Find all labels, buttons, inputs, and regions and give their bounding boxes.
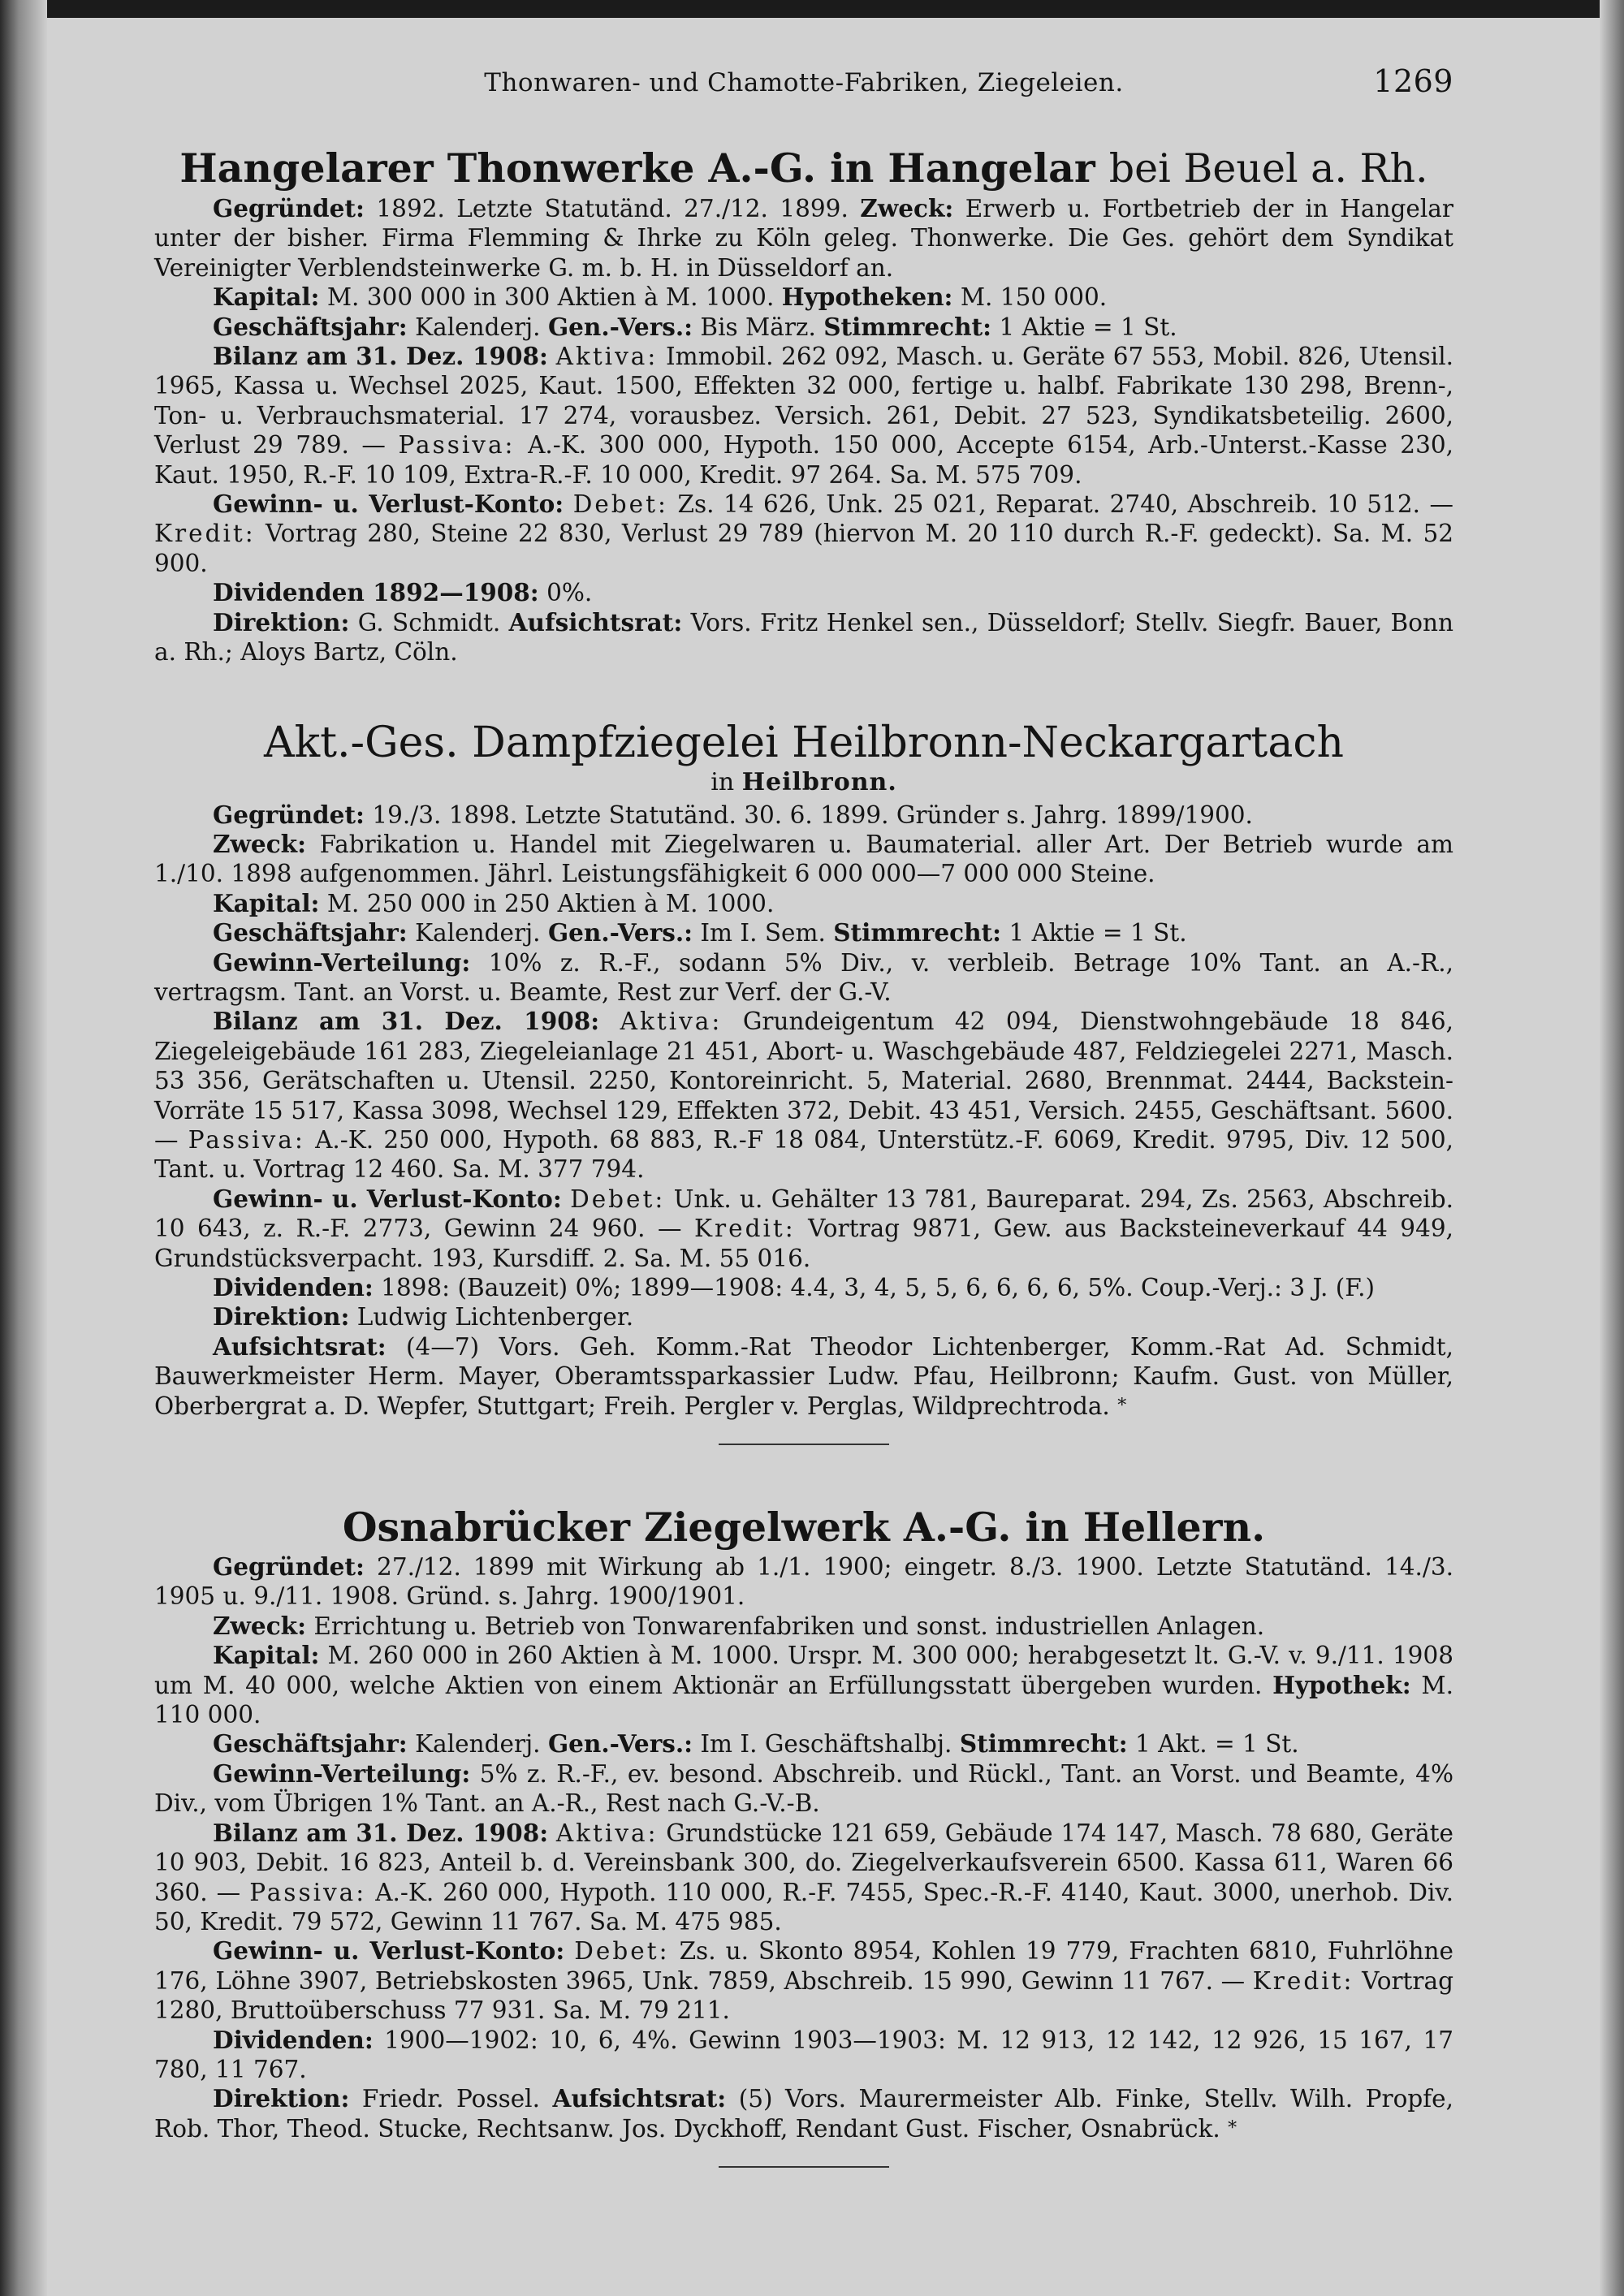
label-hypothek: Hypothek:: [1272, 1670, 1411, 1699]
label-geschaeftsjahr: Geschäftsjahr:: [213, 312, 408, 341]
label-geschaeftsjahr: Geschäftsjahr:: [213, 1729, 408, 1759]
label-passiva: Passiva:: [398, 431, 516, 460]
text-passiva: A.-K. 260 000, Hypoth. 110 000, R.-F. 7455, Spec.-R.-F. 4140, Kaut. 3000, unerhob. Div. 50, Kredit. 79 572, Gewinn 11 767. Sa. M. 475 985.: [154, 1878, 1453, 1936]
text-aktiva: Grundstücke 121 659, Gebäude 174 147, Masch. 78 680, Geräte 10 903, Debit. 16 823, Anteil b. d. Vereinsbank 300, do. Ziegelverkaufsverein 6500. Kassa 611, Waren 66 360. —: [154, 1819, 1453, 1906]
label-kredit: Kredit:: [154, 520, 256, 548]
running-head-title: Thonwaren- und Chamotte-Fabriken, Ziegeleien.: [484, 68, 1124, 97]
text-debet: Zs. 14 626, Unk. 25 021, Reparat. 2740, Abschreib. 10 512. —: [677, 490, 1453, 519]
text-gen-vers: Im I. Geschäftshalbj.: [700, 1730, 952, 1759]
text-aufsichtsrat: (4—7) Vors. Geh. Komm.-Rat Theodor Lichtenberger, Komm.-Rat Ad. Schmidt, Bauwerkmeister Herm. Mayer, Oberamtssparkassier Ludw. Pfau, Heilbronn; Kaufm. Gust. von Müller, Oberbergrat a. D. Wepfer, Stuttgart; Freih. Pergler v. Perglas, Wildprechtroda.: [154, 1332, 1453, 1420]
label-gen-vers: Gen.-Vers.:: [547, 312, 693, 341]
scan-border-top: [0, 0, 1624, 18]
label-kredit: Kredit:: [693, 1215, 796, 1243]
label-kredit: Kredit:: [1252, 1966, 1354, 1995]
text-gen-vers: Im I. Sem.: [700, 919, 826, 947]
text-hypotheken: M. 150 000.: [960, 283, 1108, 312]
label-gen-vers: Gen.-Vers.:: [547, 918, 693, 947]
paragraph-direktion: [154, 608, 1453, 667]
text-kredit: Vortrag 9871, Gew. aus Backsteineverkauf 44 949, Grundstücksverpacht. 193, Kursdiff. 2. Sa. M. 55 016.: [154, 1215, 1453, 1272]
entry-title: [154, 143, 1453, 194]
paragraph-dividenden: [154, 2026, 1453, 2085]
scan-border-right: [1600, 0, 1624, 2296]
entry-title: Osnabrücker Ziegelwerk A.-G. in Hellern.: [342, 1504, 1266, 1552]
section-divider: [719, 2166, 889, 2168]
label-aktiva: Aktiva:: [555, 1819, 659, 1847]
running-head: [154, 57, 1453, 106]
paragraph-gegruendet: [154, 801, 1453, 830]
label-zweck: Zweck:: [213, 829, 306, 858]
text-aktiva: Grundeigentum 42 094, Dienstwohngebäude 18 846, Ziegeleigebäude 161 283, Ziegeleianlage 21 451, Abort- u. Waschgebäude 487, Feldziegelei 2271, Masch. 53 356, Gerätschaften u. Utensil. 2250, Kontoreinricht. 5, Material. 2680, Brennmat. 2444, Backstein-Vorräte 15 517, Kassa 3098, Wechsel 129, Effekten 372, Debit. 43 451, Versich. 2455, Geschäftsant. 5600. —: [154, 1008, 1453, 1154]
label-direktion: Direktion:: [213, 607, 350, 637]
label-direktion: Direktion:: [213, 1302, 350, 1331]
label-gegruendet: Gegründet:: [213, 1552, 365, 1582]
label-aktiva: Aktiva:: [620, 1008, 723, 1036]
label-bilanz: Bilanz am 31. Dez. 1908:: [213, 1818, 549, 1847]
footnote-mark: *: [1117, 1395, 1127, 1416]
label-zweck: Zweck:: [860, 194, 954, 222]
entry-location-city: Heilbronn.: [741, 767, 897, 796]
label-hypotheken: Hypotheken:: [781, 283, 953, 312]
text-zweck: Fabrikation u. Handel mit Ziegelwaren u. Baumaterial. aller Art. Der Betrieb wurde am 1./10. 1898 aufgenommen. Jährl. Leistungsfähigkeit 6 000 000—7 000 000 Steine.: [154, 830, 1453, 888]
text-direktion: G. Schmidt.: [357, 608, 501, 637]
label-aufsichtsrat: Aufsichtsrat:: [508, 607, 683, 637]
paragraph-aufsichtsrat: [154, 1332, 1453, 1421]
text-gegruendet: 27./12. 1899 mit Wirkung ab 1./1. 1900; eingetr. 8./3. 1900. Letzte Statutänd. 14./3. 1905 u. 9./11. 1908. Gründ. s. Jahrg. 1900/1901.: [154, 1553, 1453, 1611]
label-zweck: Zweck:: [213, 1611, 306, 1640]
label-aufsichtsrat: Aufsichtsrat:: [552, 2084, 727, 2113]
text-kredit: Vortrag 1280, Bruttoüberschuss 77 931. Sa. M. 79 211.: [154, 1966, 1453, 2025]
label-gewinn-verlust: Gewinn- u. Verlust-Konto:: [213, 490, 564, 519]
text-aktiva: Immobil. 262 092, Masch. u. Geräte 67 553, Mobil. 826, Utensil. 1965, Kassa u. Wechsel 2025, Kaut. 1500, Effekten 32 000, fertige u. halbf. Fabrikate 130 298, Brenn-, Ton- u. Verbrauchsmaterial. 17 274, vorausbez. Versich. 261, Debit. 27 523, Syndikatsbeteilig. 2600, Verlust 29 789. —: [154, 343, 1454, 460]
text-gewinn-verteilung: 10% z. R.-F., sodann 5% Div., v. verbleib. Betrage 10% Tant. an A.-R., vertragsm. Tant. an Vorst. u. Beamte, Rest zur Verf. der G.-V.: [154, 948, 1453, 1006]
label-aufsichtsrat: Aufsichtsrat:: [213, 1331, 387, 1361]
text-gegruendet: 1892. Letzte Statutänd. 27./12. 1899.: [376, 195, 849, 222]
label-kapital: Kapital:: [213, 888, 320, 917]
paragraph-gewinn-verlust: [154, 1185, 1453, 1273]
text-stimmrecht: 1 Aktie = 1 St.: [999, 313, 1177, 341]
text-dividenden: 1898: (Bauzeit) 0%; 1899—1908: 4.4, 3, 4, 5, 5, 6, 6, 6, 6, 5%. Coup.-Verj.: 3 J. (F.): [381, 1274, 1376, 1301]
paragraph-gewinn-verlust: [154, 1936, 1453, 2025]
text-stimmrecht: 1 Akt. = 1 St.: [1135, 1730, 1299, 1759]
label-gen-vers: Gen.-Vers.:: [547, 1729, 693, 1759]
label-passiva: Passiva:: [188, 1125, 305, 1154]
label-bilanz: Bilanz am 31. Dez. 1908:: [213, 1007, 600, 1036]
paragraph-kapital: [154, 283, 1453, 312]
paragraph-zweck: [154, 1612, 1453, 1641]
paragraph-geschaeftsjahr: [154, 918, 1453, 947]
text-zweck: Errichtung u. Betrieb von Tonwarenfabriken und sonst. industriellen Anlagen.: [313, 1612, 1265, 1640]
entry-title-suffix: bei Beuel a. Rh.: [1108, 145, 1428, 192]
paragraph-bilanz: [154, 1007, 1453, 1184]
label-gewinn-verteilung: Gewinn-Verteilung:: [213, 947, 471, 977]
entry-hangelarer-thonwerke: [154, 143, 1453, 667]
label-stimmrecht: Stimmrecht:: [959, 1729, 1128, 1759]
text-direktion: Friedr. Possel.: [361, 2085, 540, 2113]
text-gewinn-verteilung: 5% z. R.-F., ev. besond. Abschreib. und Rückl., Tant. an Vorst. und Beamte, 4% Div., vom Übrigen 1% Tant. an A.-R., Rest nach G.-V.-B.: [154, 1759, 1453, 1818]
text-gegruendet: 19./3. 1898. Letzte Statutänd. 30. 6. 1899. Gründer s. Jahrg. 1899/1900.: [372, 801, 1253, 829]
paragraph-direktion: [154, 2084, 1453, 2143]
label-dividenden: Dividenden 1892—1908:: [213, 578, 539, 607]
paragraph-gewinn-verteilung: [154, 1759, 1453, 1819]
paragraph-gegruendet: [154, 1552, 1453, 1612]
paragraph-gewinn-verlust: [154, 490, 1453, 578]
text-gen-vers: Bis März.: [700, 313, 816, 341]
label-debet: Debet:: [572, 490, 668, 519]
text-aufsichtsrat: Vors. Fritz Henkel sen., Düsseldorf; Stellv. Siegfr. Bauer, Bonn a. Rh.; Aloys Bartz, Cöln.: [154, 608, 1453, 667]
label-gegruendet: Gegründet:: [213, 194, 365, 222]
text-stimmrecht: 1 Aktie = 1 St.: [1009, 919, 1187, 947]
label-dividenden: Dividenden:: [213, 2025, 374, 2054]
page: [154, 57, 1453, 2189]
label-gewinn-verteilung: Gewinn-Verteilung:: [213, 1759, 471, 1788]
page-number: 1269: [1373, 63, 1453, 99]
section-divider: [719, 1444, 889, 1445]
text-debet: Zs. u. Skonto 8954, Kohlen 19 779, Frachten 6810, Fuhrlöhne 176, Löhne 3907, Betriebskosten 3965, Unk. 7859, Abschreib. 15 990, Gewinn 11 767. —: [154, 1937, 1453, 1995]
text-geschaeftsjahr: Kalenderj.: [415, 313, 541, 341]
label-bilanz: Bilanz am 31. Dez. 1908:: [213, 342, 548, 371]
label-direktion: Direktion:: [213, 2084, 350, 2113]
paragraph-gegruendet-zweck: [154, 194, 1453, 283]
entry-title: Akt.-Ges. Dampfziegelei Heilbronn-Neckargartach: [264, 718, 1344, 767]
text-dividenden: 1900—1902: 10, 6, 4%. Gewinn 1903—1903: M. 12 913, 12 142, 12 926, 15 167, 17 780, 11 767.: [154, 2026, 1453, 2083]
text-passiva: A.-K. 250 000, Hypoth. 68 883, R.-F 18 084, Unterstütz.-F. 6069, Kredit. 9795, Div. 12 500, Tant. u. Vortrag 12 460. Sa. M. 377 794.: [154, 1125, 1453, 1184]
label-dividenden: Dividenden:: [213, 1273, 374, 1301]
paragraph-gewinn-verteilung: [154, 948, 1453, 1008]
entry-title-main: Hangelarer Thonwerke A.-G. in Hangelar: [179, 145, 1095, 192]
paragraph-kapital: [154, 889, 1453, 918]
label-debet: Debet:: [574, 1937, 670, 1966]
text-geschaeftsjahr: Kalenderj.: [415, 1730, 541, 1759]
text-geschaeftsjahr: Kalenderj.: [415, 919, 541, 947]
label-kapital: Kapital:: [213, 1641, 320, 1670]
text-zweck: Erwerb u. Fortbetrieb der in Hangelar unter der bisher. Firma Flemming & Ihrke zu Köln geleg. Thonwerke. Die Ges. gehört dem Syndikat Vereinigter Verblendsteinwerke G. m. b. H. in Düsseldorf an.: [154, 195, 1453, 282]
text-passiva: A.-K. 300 000, Hypoth. 150 000, Accepte 6154, Arb.-Unterst.-Kasse 230, Kaut. 1950, R.-F. 10 109, Extra-R.-F. 10 000, Kredit. 97 264. Sa. M. 575 709.: [154, 431, 1453, 489]
text-aufsichtsrat: (5) Vors. Maurermeister Alb. Finke, Stellv. Wilh. Propfe, Rob. Thor, Theod. Stucke, Rechtsanw. Jos. Dyckhoff, Rendant Gust. Fischer, Osnabrück.: [154, 2085, 1453, 2143]
text-direktion: Ludwig Lichtenberger.: [356, 1303, 634, 1331]
entry-osnabruecker-ziegelwerk: [154, 1502, 1453, 2168]
label-debet: Debet:: [570, 1185, 666, 1213]
text-kapital: M. 250 000 in 250 Aktien à M. 1000.: [326, 889, 775, 917]
label-aktiva: Aktiva:: [555, 343, 659, 371]
paragraph-bilanz: [154, 1819, 1453, 1937]
text-kapital: M. 260 000 in 260 Aktien à M. 1000. Urspr. M. 300 000; herabgesetzt lt. G.-V. v. 9./11. 1908 um M. 40 000, welche Aktien von einem Aktionär an Erfüllungsstatt übergeben wurden.: [154, 1642, 1453, 1699]
footnote-mark: *: [1228, 2117, 1237, 2138]
text-kapital: M. 300 000 in 300 Aktien à M. 1000.: [326, 283, 775, 312]
paragraph-direktion: [154, 1302, 1453, 1331]
paragraph-dividenden: [154, 1273, 1453, 1302]
text-dividenden: 0%.: [546, 579, 593, 607]
text-debet: Unk. u. Gehälter 13 781, Baureparat. 294, Zs. 2563, Abschreib. 10 643, z. R.-F. 2773, Gewinn 24 960. —: [154, 1185, 1453, 1243]
label-kapital: Kapital:: [213, 283, 320, 312]
paragraph-dividenden: [154, 578, 1453, 607]
paragraph-zweck: [154, 830, 1453, 889]
entry-location-in: in: [710, 767, 735, 796]
label-geschaeftsjahr: Geschäftsjahr:: [213, 918, 408, 947]
label-gewinn-verlust: Gewinn- u. Verlust-Konto:: [213, 1936, 565, 1966]
paragraph-geschaeftsjahr: [154, 1729, 1453, 1759]
scan-border-left: [0, 0, 47, 2296]
text-hypothek: M. 110 000.: [154, 1671, 1453, 1729]
text-kredit: Vortrag 280, Steine 22 830, Verlust 29 789 (hiervon M. 20 110 durch R.-F. gedeckt). Sa. M. 52 900.: [154, 520, 1453, 577]
entry-location: [154, 768, 1453, 797]
label-stimmrecht: Stimmrecht:: [833, 918, 1002, 947]
label-passiva: Passiva:: [249, 1878, 367, 1906]
entry-dampfziegelei-heilbronn: [154, 718, 1453, 1446]
label-stimmrecht: Stimmrecht:: [823, 312, 992, 341]
paragraph-bilanz: [154, 342, 1453, 490]
paragraph-kapital: [154, 1641, 1453, 1729]
paragraph-geschaeftsjahr: [154, 313, 1453, 342]
label-gegruendet: Gegründet:: [213, 800, 365, 829]
label-gewinn-verlust: Gewinn- u. Verlust-Konto:: [213, 1184, 562, 1213]
